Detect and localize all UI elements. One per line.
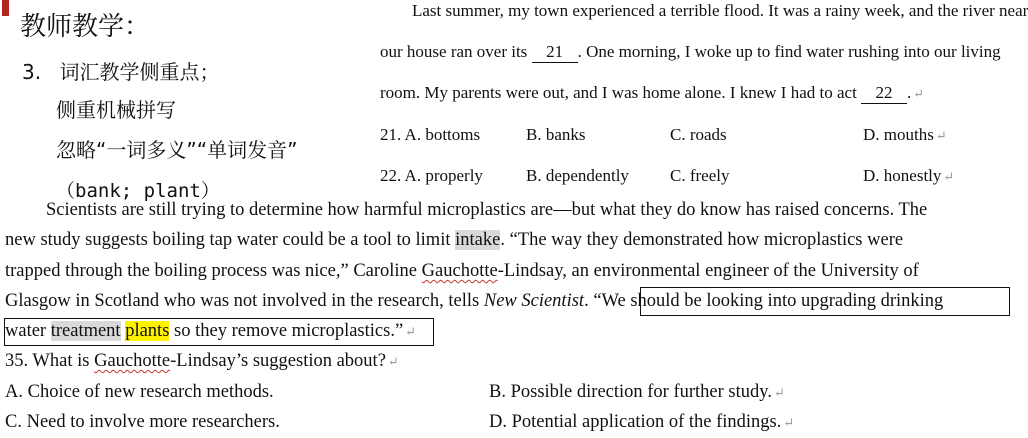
return-mark: ↵ [405,324,417,339]
passage-text: so they remove microplastics. [169,321,395,341]
option-text: B. Possible direction for further study. [489,382,772,402]
highlight-intake: intake [455,230,501,250]
option-text: D. mouths [863,125,934,144]
boxed-quote-start: We should be looking into upgrading drinking [601,291,944,311]
name-gauchotte: Gauchotte [94,351,171,371]
passage-text: new study suggests boiling tap water could be a tool to limit [5,230,451,250]
passage-text: -Lindsay, an environmental engineer of the University of [497,261,919,281]
option-text: D. Potential application of the findings. [489,412,782,432]
cloze-text: . One morning, I woke up to find water rushing into our living [577,42,1001,61]
highlight-treatment: treatment [50,321,121,341]
red-corner-mark [2,0,9,16]
blank-22: 22 [861,83,907,104]
option-c: C. Need to involve more researchers. [5,412,280,432]
name-gauchotte: Gauchotte [421,261,498,281]
blank-21: 21 [532,42,578,63]
q22-option-a: 22. A. properly [380,166,483,185]
return-mark: ↵ [943,169,955,184]
option-text: D. honestly [863,166,942,185]
passage-text: . “The way they demonstrated how microplastics were [500,230,904,250]
quote-box-bottom [4,318,434,346]
option-b [489,382,785,403]
option-d [489,412,794,433]
question-text: 35. What is [5,351,90,371]
option-a: A. Choice of new research methods. [5,382,274,402]
passage-line-2 [5,230,903,251]
q22-option-d [863,166,954,186]
highlight-plants: plants [125,321,170,341]
question-35-stem [5,351,399,372]
cloze-line-1: Last summer, my town experienced a terrible flood. It was a rainy week, and the river near [412,1,1028,20]
point-number: 3. [22,60,42,84]
passage-text: water [5,321,47,341]
point-3 [22,56,219,85]
quote-box-top [640,287,1010,316]
passage-line-1: Scientists are still trying to determine how harmful microplastics are—but what they do know has raised concerns. The [46,200,928,220]
note-line-2: 忽略“一词多义”“单词发音” [56,138,298,162]
teacher-teaching-title: 教师教学： [20,12,151,42]
q22-option-b: B. dependently [526,166,629,185]
return-mark: ↵ [935,128,947,143]
q21-option-a: 21. A. bottoms [380,125,481,144]
passage-text: trapped through the boiling process was nice,” Caroline [5,261,418,281]
note-line-3: （bank; plant） [56,180,220,202]
return-mark: ↵ [387,354,399,369]
question-text: -Lindsay’s suggestion about? [170,351,386,371]
q21-option-b: B. banks [526,125,586,144]
return-mark: ↵ [783,415,795,430]
passage-text: . “ [584,291,602,311]
return-mark: ↵ [913,86,925,101]
cloze-text: . [907,83,912,102]
passage-text: ” [394,321,404,341]
return-mark: ↵ [773,385,785,400]
magazine-name: New Scientist [483,291,585,311]
note-line-1: 侧重机械拼写 [56,98,176,122]
q22-option-c: C. freely [670,166,730,185]
cloze-text: our house ran over its [380,42,528,61]
cloze-line-3 [380,83,924,104]
passage-line-3 [5,261,919,282]
passage-text: Glasgow in Scotland who was not involved in the research, tells [5,291,480,311]
cloze-line-2 [380,42,1001,63]
point-text: 词汇教学侧重点； [59,60,220,84]
cloze-text: room. My parents were out, and I was home alone. I knew I had to act [380,83,857,102]
q21-option-d [863,125,947,145]
q21-option-c: C. roads [670,125,727,144]
